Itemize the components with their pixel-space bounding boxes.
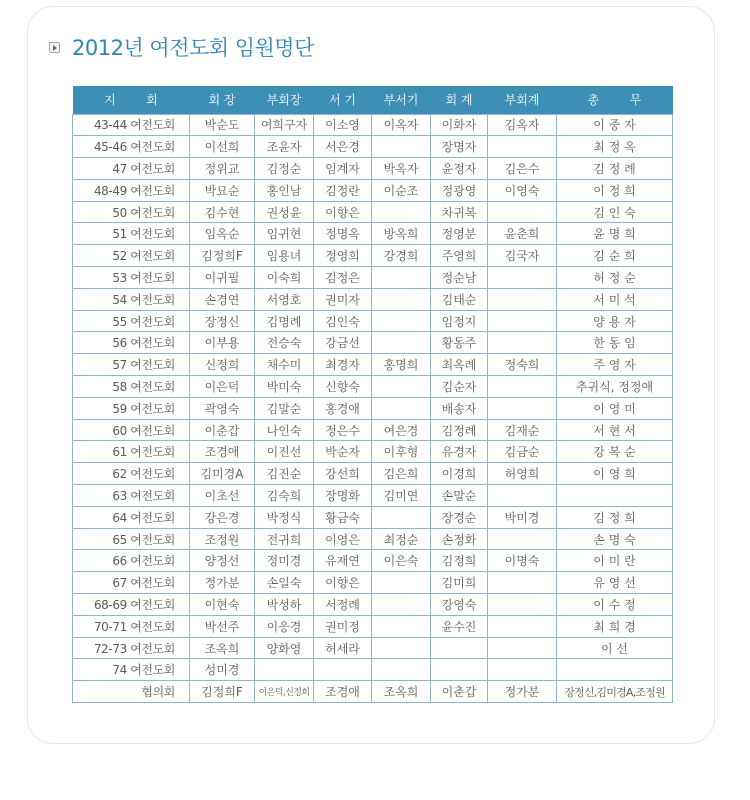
general-affairs-cell: 김 정 례 <box>557 158 673 180</box>
vice-president-cell: 정미경 <box>255 550 314 572</box>
general-affairs-cell: 이 영 미 <box>557 397 673 419</box>
president-cell: 이초선 <box>190 485 255 507</box>
general-affairs-cell: 장정신,김미경A,조정원 <box>557 681 673 703</box>
treasurer-cell: 이경희 <box>431 463 488 485</box>
table-header-row <box>73 86 673 114</box>
table-row <box>73 681 673 703</box>
branch-cell: 60 여전도회 <box>73 419 190 441</box>
branch-cell: 51 여전도회 <box>73 223 190 245</box>
general-affairs-cell: 김 순 희 <box>557 245 673 267</box>
table-row <box>73 158 673 180</box>
treasurer-cell <box>431 637 488 659</box>
president-cell: 이귀필 <box>190 267 255 289</box>
table-row <box>73 572 673 594</box>
secretary-cell: 임계자 <box>314 158 372 180</box>
president-cell: 박순도 <box>190 114 255 136</box>
header-assistant-treasurer: 부회계 <box>488 86 557 114</box>
table-row <box>73 267 673 289</box>
assistant-secretary-cell: 조옥희 <box>372 681 431 703</box>
assistant-treasurer-cell: 이명숙 <box>488 550 557 572</box>
treasurer-cell: 유경자 <box>431 441 488 463</box>
president-cell: 이선희 <box>190 136 255 158</box>
header-branch: 지 회 <box>73 86 190 114</box>
vice-president-cell: 채수미 <box>255 354 314 376</box>
vice-president-cell: 서영호 <box>255 288 314 310</box>
secretary-cell: 홍경애 <box>314 397 372 419</box>
general-affairs-cell: 유 영 선 <box>557 572 673 594</box>
assistant-treasurer-cell <box>488 528 557 550</box>
table-row <box>73 114 673 136</box>
table-row <box>73 463 673 485</box>
secretary-cell: 장명화 <box>314 485 372 507</box>
general-affairs-cell: 허 정 순 <box>557 267 673 289</box>
assistant-secretary-cell <box>372 267 431 289</box>
vice-president-cell: 김진순 <box>255 463 314 485</box>
president-cell: 양정선 <box>190 550 255 572</box>
branch-cell: 59 여전도회 <box>73 397 190 419</box>
treasurer-cell: 장명자 <box>431 136 488 158</box>
assistant-secretary-cell <box>372 615 431 637</box>
treasurer-cell: 김정례 <box>431 419 488 441</box>
branch-cell: 54 여전도회 <box>73 288 190 310</box>
branch-cell: 72-73 여전도회 <box>73 637 190 659</box>
branch-cell: 74 여전도회 <box>73 659 190 681</box>
assistant-secretary-cell <box>372 594 431 616</box>
assistant-treasurer-cell: 정가분 <box>488 681 557 703</box>
treasurer-cell: 장경순 <box>431 506 488 528</box>
assistant-secretary-cell: 이은숙 <box>372 550 431 572</box>
assistant-secretary-cell <box>372 136 431 158</box>
table-row <box>73 223 673 245</box>
branch-cell: 68-69 여전도회 <box>73 594 190 616</box>
general-affairs-cell: 손 명 숙 <box>557 528 673 550</box>
table-row <box>73 659 673 681</box>
vice-president-cell: 김숙희 <box>255 485 314 507</box>
president-cell: 이부용 <box>190 332 255 354</box>
assistant-treasurer-cell <box>488 310 557 332</box>
branch-cell: 57 여전도회 <box>73 354 190 376</box>
branch-cell: 55 여전도회 <box>73 310 190 332</box>
table-row <box>73 397 673 419</box>
assistant-treasurer-cell: 허영희 <box>488 463 557 485</box>
general-affairs-cell <box>557 485 673 507</box>
president-cell: 박선주 <box>190 615 255 637</box>
branch-cell: 66 여전도회 <box>73 550 190 572</box>
vice-president-cell: 김정순 <box>255 158 314 180</box>
table-row <box>73 376 673 398</box>
president-cell: 조정원 <box>190 528 255 550</box>
treasurer-cell: 윤정자 <box>431 158 488 180</box>
assistant-secretary-cell: 이후형 <box>372 441 431 463</box>
assistant-treasurer-cell <box>488 572 557 594</box>
treasurer-cell: 김태순 <box>431 288 488 310</box>
table-row <box>73 615 673 637</box>
president-cell: 신정희 <box>190 354 255 376</box>
table-row <box>73 354 673 376</box>
general-affairs-cell: 주 영 자 <box>557 354 673 376</box>
secretary-cell: 서정례 <box>314 594 372 616</box>
header-president: 회 장 <box>190 86 255 114</box>
assistant-treasurer-cell: 정숙희 <box>488 354 557 376</box>
assistant-secretary-cell: 여은경 <box>372 419 431 441</box>
table-body <box>73 114 673 703</box>
assistant-treasurer-cell: 김금순 <box>488 441 557 463</box>
table-row <box>73 528 673 550</box>
vice-president-cell: 여희구자 <box>255 114 314 136</box>
secretary-cell: 최경자 <box>314 354 372 376</box>
table-row <box>73 136 673 158</box>
general-affairs-cell: 양 용 자 <box>557 310 673 332</box>
header-general-affairs: 총 무 <box>557 86 673 114</box>
assistant-treasurer-cell <box>488 397 557 419</box>
secretary-cell: 김정은 <box>314 267 372 289</box>
assistant-treasurer-cell: 김은수 <box>488 158 557 180</box>
assistant-treasurer-cell: 박미경 <box>488 506 557 528</box>
assistant-secretary-cell <box>372 572 431 594</box>
president-cell: 이현숙 <box>190 594 255 616</box>
assistant-secretary-cell: 이옥자 <box>372 114 431 136</box>
general-affairs-cell: 김 정 희 <box>557 506 673 528</box>
vice-president-cell: 이은덕,신정희 <box>255 681 314 703</box>
header-secretary: 서 기 <box>314 86 372 114</box>
treasurer-cell: 임정지 <box>431 310 488 332</box>
president-cell: 조옥희 <box>190 637 255 659</box>
secretary-cell: 이향은 <box>314 572 372 594</box>
assistant-secretary-cell <box>372 637 431 659</box>
table-row <box>73 637 673 659</box>
assistant-treasurer-cell <box>488 376 557 398</box>
branch-cell: 61 여전도회 <box>73 441 190 463</box>
general-affairs-cell: 추귀식, 정정애 <box>557 376 673 398</box>
secretary-cell: 김정란 <box>314 179 372 201</box>
treasurer-cell: 강영숙 <box>431 594 488 616</box>
assistant-treasurer-cell: 김국자 <box>488 245 557 267</box>
assistant-treasurer-cell: 윤춘희 <box>488 223 557 245</box>
table-row <box>73 288 673 310</box>
treasurer-cell: 최옥례 <box>431 354 488 376</box>
vice-president-cell: 전귀희 <box>255 528 314 550</box>
general-affairs-cell: 최 희 경 <box>557 615 673 637</box>
secretary-cell: 권미자 <box>314 288 372 310</box>
treasurer-cell: 주영희 <box>431 245 488 267</box>
branch-cell: 45-46 여전도회 <box>73 136 190 158</box>
treasurer-cell: 이춘갑 <box>431 681 488 703</box>
president-cell: 김수현 <box>190 201 255 223</box>
treasurer-cell: 윤수진 <box>431 615 488 637</box>
president-cell: 박묘순 <box>190 179 255 201</box>
secretary-cell: 김인숙 <box>314 310 372 332</box>
assistant-treasurer-cell <box>488 637 557 659</box>
title-row <box>49 33 314 61</box>
secretary-cell: 이영은 <box>314 528 372 550</box>
assistant-secretary-cell <box>372 376 431 398</box>
vice-president-cell: 박미숙 <box>255 376 314 398</box>
president-cell: 강은경 <box>190 506 255 528</box>
assistant-treasurer-cell <box>488 659 557 681</box>
general-affairs-cell: 강 복 순 <box>557 441 673 463</box>
vice-president-cell: 박성하 <box>255 594 314 616</box>
assistant-treasurer-cell <box>488 594 557 616</box>
treasurer-cell: 정순남 <box>431 267 488 289</box>
branch-cell: 62 여전도회 <box>73 463 190 485</box>
assistant-secretary-cell <box>372 201 431 223</box>
vice-president-cell: 이응경 <box>255 615 314 637</box>
secretary-cell: 강금선 <box>314 332 372 354</box>
assistant-secretary-cell: 방옥희 <box>372 223 431 245</box>
assistant-treasurer-cell <box>488 332 557 354</box>
assistant-secretary-cell: 이순조 <box>372 179 431 201</box>
table-row <box>73 310 673 332</box>
treasurer-cell: 이화자 <box>431 114 488 136</box>
branch-cell: 53 여전도회 <box>73 267 190 289</box>
president-cell: 이춘갑 <box>190 419 255 441</box>
secretary-cell: 신향숙 <box>314 376 372 398</box>
vice-president-cell: 임용녀 <box>255 245 314 267</box>
president-cell: 김정희F <box>190 681 255 703</box>
president-cell: 이은덕 <box>190 376 255 398</box>
general-affairs-cell: 이 중 자 <box>557 114 673 136</box>
assistant-secretary-cell <box>372 310 431 332</box>
general-affairs-cell: 윤 명 희 <box>557 223 673 245</box>
president-cell: 김미경A <box>190 463 255 485</box>
table-row <box>73 550 673 572</box>
bullet-arrow-icon <box>49 42 60 53</box>
assistant-secretary-cell <box>372 659 431 681</box>
assistant-treasurer-cell <box>488 136 557 158</box>
assistant-secretary-cell <box>372 506 431 528</box>
general-affairs-cell: 최 정 옥 <box>557 136 673 158</box>
assistant-secretary-cell: 김은희 <box>372 463 431 485</box>
branch-cell: 43-44 여전도회 <box>73 114 190 136</box>
vice-president-cell: 전승숙 <box>255 332 314 354</box>
branch-cell: 64 여전도회 <box>73 506 190 528</box>
table-row <box>73 179 673 201</box>
president-cell: 성미경 <box>190 659 255 681</box>
secretary-cell: 정은수 <box>314 419 372 441</box>
president-cell: 정위교 <box>190 158 255 180</box>
branch-cell: 50 여전도회 <box>73 201 190 223</box>
header-treasurer: 회 계 <box>431 86 488 114</box>
general-affairs-cell: 한 동 임 <box>557 332 673 354</box>
general-affairs-cell: 이 수 정 <box>557 594 673 616</box>
treasurer-cell: 김미희 <box>431 572 488 594</box>
vice-president-cell: 손일숙 <box>255 572 314 594</box>
president-cell: 김정희F <box>190 245 255 267</box>
secretary-cell: 박순자 <box>314 441 372 463</box>
treasurer-cell: 김순자 <box>431 376 488 398</box>
header-vice-president: 부회장 <box>255 86 314 114</box>
vice-president-cell: 김말순 <box>255 397 314 419</box>
secretary-cell: 권미정 <box>314 615 372 637</box>
general-affairs-cell: 이 정 희 <box>557 179 673 201</box>
branch-cell: 70-71 여전도회 <box>73 615 190 637</box>
vice-president-cell: 박정식 <box>255 506 314 528</box>
vice-president-cell: 양화영 <box>255 637 314 659</box>
secretary-cell: 서은경 <box>314 136 372 158</box>
general-affairs-cell: 이 선 <box>557 637 673 659</box>
assistant-secretary-cell: 홍명희 <box>372 354 431 376</box>
treasurer-cell: 김정희 <box>431 550 488 572</box>
vice-president-cell: 나인숙 <box>255 419 314 441</box>
assistant-treasurer-cell <box>488 267 557 289</box>
secretary-cell: 이향은 <box>314 201 372 223</box>
assistant-secretary-cell <box>372 397 431 419</box>
secretary-cell: 유재연 <box>314 550 372 572</box>
president-cell: 손경연 <box>190 288 255 310</box>
treasurer-cell <box>431 659 488 681</box>
secretary-cell: 허세라 <box>314 637 372 659</box>
president-cell: 곽영숙 <box>190 397 255 419</box>
page-title: 2012년 여전도회 임원명단 <box>72 36 314 60</box>
assistant-secretary-cell: 김미연 <box>372 485 431 507</box>
general-affairs-cell: 서 현 서 <box>557 419 673 441</box>
vice-president-cell <box>255 659 314 681</box>
officer-roster-table <box>72 86 673 703</box>
vice-president-cell: 조윤자 <box>255 136 314 158</box>
secretary-cell: 정영희 <box>314 245 372 267</box>
general-affairs-cell: 서 미 석 <box>557 288 673 310</box>
branch-cell: 48-49 여전도회 <box>73 179 190 201</box>
treasurer-cell: 손말순 <box>431 485 488 507</box>
branch-cell: 47 여전도회 <box>73 158 190 180</box>
table-row <box>73 201 673 223</box>
general-affairs-cell: 이 미 란 <box>557 550 673 572</box>
branch-cell: 56 여전도회 <box>73 332 190 354</box>
secretary-cell: 조경애 <box>314 681 372 703</box>
branch-cell: 협의회 <box>73 681 190 703</box>
treasurer-cell: 배송자 <box>431 397 488 419</box>
assistant-treasurer-cell: 김재순 <box>488 419 557 441</box>
table-row <box>73 485 673 507</box>
secretary-cell: 황금숙 <box>314 506 372 528</box>
president-cell: 조경애 <box>190 441 255 463</box>
assistant-secretary-cell: 최정순 <box>372 528 431 550</box>
assistant-treasurer-cell <box>488 288 557 310</box>
president-cell: 장정신 <box>190 310 255 332</box>
table-row <box>73 506 673 528</box>
table-row <box>73 419 673 441</box>
president-cell: 임옥순 <box>190 223 255 245</box>
assistant-treasurer-cell: 김옥자 <box>488 114 557 136</box>
assistant-treasurer-cell <box>488 615 557 637</box>
branch-cell: 67 여전도회 <box>73 572 190 594</box>
table-row <box>73 441 673 463</box>
assistant-secretary-cell: 박옥자 <box>372 158 431 180</box>
assistant-treasurer-cell <box>488 485 557 507</box>
general-affairs-cell: 김 인 숙 <box>557 201 673 223</box>
secretary-cell: 강선희 <box>314 463 372 485</box>
assistant-secretary-cell: 강경희 <box>372 245 431 267</box>
assistant-secretary-cell <box>372 332 431 354</box>
vice-president-cell: 홍인남 <box>255 179 314 201</box>
general-affairs-cell <box>557 659 673 681</box>
vice-president-cell: 임귀현 <box>255 223 314 245</box>
branch-cell: 63 여전도회 <box>73 485 190 507</box>
table-row <box>73 332 673 354</box>
secretary-cell <box>314 659 372 681</box>
vice-president-cell: 이숙희 <box>255 267 314 289</box>
table-row <box>73 245 673 267</box>
assistant-treasurer-cell <box>488 201 557 223</box>
branch-cell: 52 여전도회 <box>73 245 190 267</box>
treasurer-cell: 손정화 <box>431 528 488 550</box>
secretary-cell: 이소영 <box>314 114 372 136</box>
president-cell: 정가분 <box>190 572 255 594</box>
treasurer-cell: 정광영 <box>431 179 488 201</box>
assistant-treasurer-cell: 이영숙 <box>488 179 557 201</box>
vice-president-cell: 권성윤 <box>255 201 314 223</box>
table-row <box>73 594 673 616</box>
vice-president-cell: 김명례 <box>255 310 314 332</box>
treasurer-cell: 정영분 <box>431 223 488 245</box>
branch-cell: 65 여전도회 <box>73 528 190 550</box>
general-affairs-cell: 이 영 희 <box>557 463 673 485</box>
branch-cell: 58 여전도회 <box>73 376 190 398</box>
header-assistant-secretary: 부서기 <box>372 86 431 114</box>
secretary-cell: 정명옥 <box>314 223 372 245</box>
vice-president-cell: 이진선 <box>255 441 314 463</box>
treasurer-cell: 황동주 <box>431 332 488 354</box>
assistant-secretary-cell <box>372 288 431 310</box>
treasurer-cell: 차귀복 <box>431 201 488 223</box>
